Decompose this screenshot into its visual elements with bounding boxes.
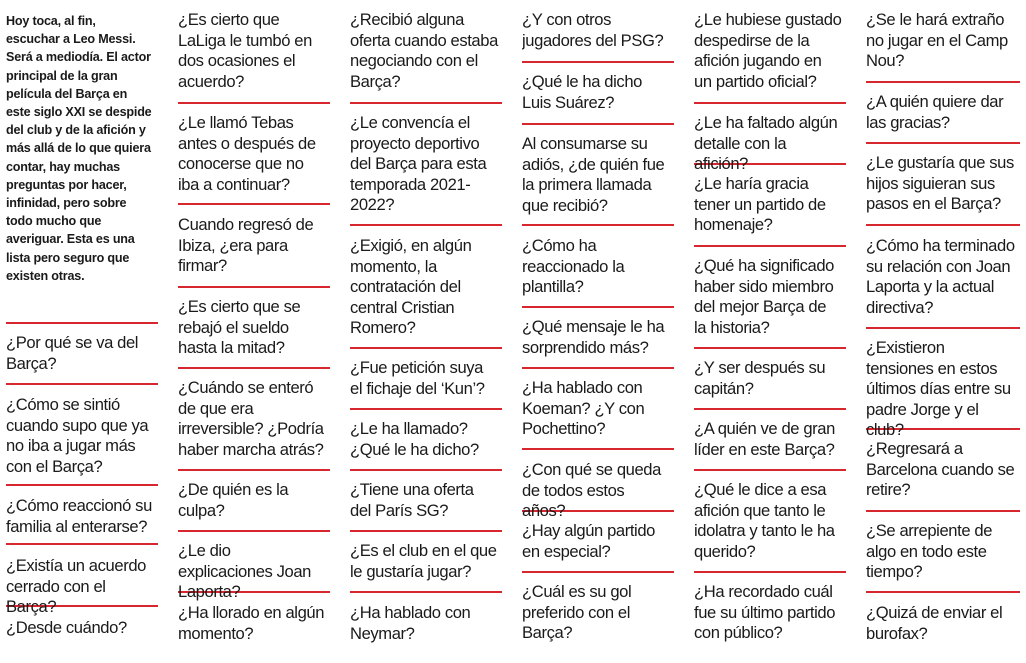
question-text: ¿Le llamó Tebas antes o después de conocerse que no iba a continuar? [178, 113, 316, 194]
column-3 [350, 0, 502, 663]
red-divider [522, 306, 674, 308]
question-item [866, 521, 1020, 583]
question-text: Al consumarse su adiós, ¿de quién fue la primera llamada que recibió? [522, 134, 665, 215]
question-item [522, 582, 674, 644]
question-text: ¿Cómo reaccionó su familia al enterarse? [6, 496, 152, 536]
question-text: ¿A quién ve de gran líder en este Barça? [694, 419, 835, 459]
question-item [522, 317, 674, 358]
question-text: ¿Qué ha significado haber sido miembro del mejor Barça de la historia? [694, 256, 834, 337]
question-item [866, 10, 1020, 72]
red-divider [694, 408, 846, 410]
red-divider [522, 123, 674, 125]
question-text: ¿Le ha faltado algún detalle con la afición? [694, 113, 838, 174]
column-5 [694, 0, 846, 663]
red-divider [694, 571, 846, 573]
question-item [350, 603, 502, 644]
red-divider [350, 591, 502, 593]
question-text: ¿Se le hará extraño no jugar en el Camp Nou? [866, 10, 1008, 71]
question-text: ¿Existieron tensiones en estos últimos días entre su padre Jorge y el club? [866, 338, 1011, 440]
question-item [522, 134, 674, 216]
question-item [522, 460, 674, 522]
intro-paragraph: Hoy toca, al fin, escuchar a Leo Messi. Será a mediodía. El actor principal de la gran película del Barça en este siglo XXI se despide del club y de la afición y más allá de lo que quiera contar, hay muchas preguntas por hacer, infinidad, pero sobre todo mucho que averiguar. Esta es una lista pero seguro que existen otras. [6, 14, 152, 283]
red-divider [866, 142, 1020, 144]
question-item [694, 582, 846, 644]
question-text: ¿Y con otros jugadores del PSG? [522, 10, 664, 50]
question-text: ¿Desde cuándo? [6, 618, 127, 637]
question-item [866, 92, 1020, 133]
question-item [866, 603, 1020, 644]
question-item [866, 439, 1020, 501]
red-divider [350, 469, 502, 471]
red-divider [866, 591, 1020, 593]
column-1 [6, 0, 158, 663]
question-text: ¿A quién quiere dar las gracias? [866, 92, 1004, 132]
question-item [6, 395, 158, 477]
question-item [6, 333, 158, 374]
red-divider [178, 469, 330, 471]
question-text: ¿Fue petición suya el fichaje del ‘Kun’? [350, 358, 485, 398]
red-divider [6, 484, 158, 486]
question-text: ¿Y ser después su capitán? [694, 358, 826, 398]
red-divider [522, 448, 674, 450]
red-divider [178, 203, 330, 205]
question-text: ¿Tiene una oferta del París SG? [350, 480, 474, 520]
question-text: ¿Es el club en el que le gustaría jugar? [350, 541, 497, 581]
question-text: ¿Regresará a Barcelona cuando se retire? [866, 439, 1015, 500]
question-item [350, 541, 502, 582]
question-item [6, 556, 158, 618]
question-item [694, 480, 846, 562]
red-divider [866, 81, 1020, 83]
question-text: ¿Ha recordado cuál fue su último partido con público? [694, 582, 836, 643]
red-divider [694, 347, 846, 349]
column-4 [522, 0, 674, 663]
question-text: ¿Cómo ha terminado su relación con Joan Laporta y la actual directiva? [866, 236, 1015, 317]
question-item [694, 113, 846, 175]
question-item [522, 521, 674, 562]
question-text: ¿Es cierto que se rebajó el sueldo hasta la mitad? [178, 297, 301, 358]
red-divider [694, 245, 846, 247]
red-divider [522, 224, 674, 226]
question-text: ¿Le convencía el proyecto deportivo del Barça para esta temporada 2021-2022? [350, 113, 487, 215]
question-text: ¿Le hubiese gustado despedirse de la afición jugando en un partido oficial? [694, 10, 842, 91]
question-text: ¿Es cierto que LaLiga le tumbó en dos ocasiones el acuerdo? [178, 10, 312, 91]
column-2 [178, 0, 330, 663]
red-divider [350, 347, 502, 349]
red-divider [178, 102, 330, 104]
question-item [178, 378, 330, 460]
question-text: ¿Cómo ha reaccionado la plantilla? [522, 236, 625, 297]
red-divider [866, 224, 1020, 226]
red-divider [6, 322, 158, 324]
red-divider [522, 571, 674, 573]
question-item [694, 174, 846, 236]
question-item [694, 10, 846, 92]
question-text: ¿Cuándo se enteró de que era irreversible? ¿Podría haber marcha atrás? [178, 378, 324, 459]
red-divider [6, 383, 158, 385]
question-item [178, 215, 330, 277]
question-item [350, 236, 502, 339]
question-item [694, 256, 846, 338]
red-divider [350, 224, 502, 226]
question-item [350, 358, 502, 399]
question-text: ¿Existía un acuerdo cerrado con el Barça? [6, 556, 146, 617]
question-text: ¿Qué mensaje le ha sorprendido más? [522, 317, 665, 357]
question-text: ¿Cómo se sintió cuando supo que ya no iba a jugar más con el Barça? [6, 395, 149, 476]
red-divider [350, 530, 502, 532]
question-item [178, 113, 330, 195]
question-item [866, 338, 1020, 441]
question-text: ¿Recibió alguna oferta cuando estaba negociando con el Barça? [350, 10, 498, 91]
question-item [6, 618, 158, 639]
question-text: ¿Qué le ha dicho Luis Suárez? [522, 72, 642, 112]
question-item [522, 72, 674, 113]
question-item [178, 480, 330, 521]
question-text: ¿Cuál es su gol preferido con el Barça? [522, 582, 632, 643]
red-divider [522, 367, 674, 369]
red-divider [6, 543, 158, 545]
question-text: ¿Quizá de enviar el burofax? [866, 603, 1003, 643]
question-item [178, 603, 330, 644]
red-divider [350, 408, 502, 410]
question-item [178, 10, 330, 92]
question-text: ¿Hay algún partido en especial? [522, 521, 656, 561]
question-item [350, 10, 502, 92]
question-item [694, 419, 846, 460]
question-text: Cuando regresó de Ibiza, ¿era para firmar? [178, 215, 314, 276]
question-text: ¿Le ha llamado? ¿Qué le ha dicho? [350, 419, 479, 459]
question-text: ¿Ha hablado con Koeman? ¿Y con Pochettino? [522, 378, 645, 439]
question-item [694, 358, 846, 399]
question-text: ¿De quién es la culpa? [178, 480, 289, 520]
question-item [350, 113, 502, 216]
question-text: ¿Qué le dice a esa afición que tanto le idolatra y tanto le ha querido? [694, 480, 835, 561]
red-divider [694, 102, 846, 104]
question-item [522, 378, 674, 440]
question-text: ¿Ha hablado con Neymar? [350, 603, 471, 643]
question-text: ¿Con qué se queda de todos estos años? [522, 460, 661, 521]
question-text: ¿Por qué se va del Barça? [6, 333, 139, 373]
question-item [6, 496, 158, 537]
question-text: ¿Le haría gracia tener un partido de homenaje? [694, 174, 826, 235]
question-item [350, 480, 502, 521]
question-item [522, 10, 674, 51]
question-item [178, 297, 330, 359]
red-divider [866, 510, 1020, 512]
red-divider [178, 286, 330, 288]
question-text: ¿Le dio explicaciones Joan Laporta? [178, 541, 312, 602]
question-text: ¿Exigió, en algún momento, la contratación del central Cristian Romero? [350, 236, 472, 338]
red-divider [350, 102, 502, 104]
column-6 [866, 0, 1020, 663]
question-item [866, 153, 1020, 215]
question-item [522, 236, 674, 298]
question-item [350, 419, 502, 460]
red-divider [178, 367, 330, 369]
question-text: ¿Ha llorado en algún momento? [178, 603, 325, 643]
question-text: ¿Le gustaría que sus hijos siguieran sus pasos en el Barça? [866, 153, 1014, 214]
question-item [866, 236, 1020, 318]
question-item [178, 541, 330, 603]
red-divider [522, 61, 674, 63]
red-divider [178, 530, 330, 532]
red-divider [866, 327, 1020, 329]
question-text: ¿Se arrepiente de algo en todo este tiempo? [866, 521, 993, 582]
red-divider [694, 469, 846, 471]
